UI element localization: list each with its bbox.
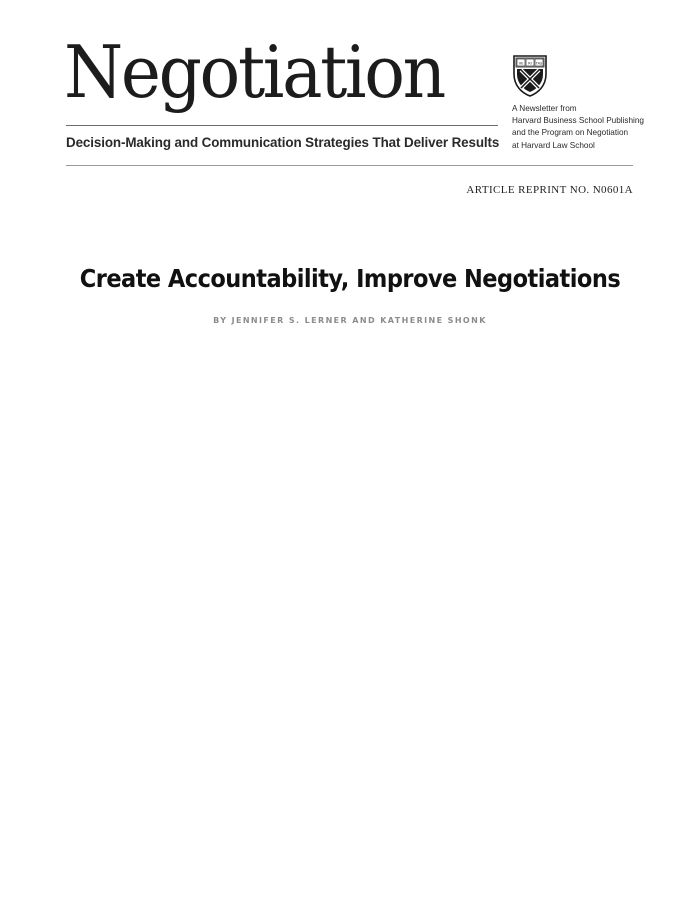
svg-text:TAS: TAS: [535, 61, 543, 66]
publisher-line: Harvard Business School Publishing: [512, 116, 644, 126]
svg-text:RI: RI: [528, 61, 532, 66]
article-byline: BY JENNIFER S. LERNER AND KATHERINE SHONK: [213, 316, 487, 325]
publisher-info: [512, 103, 644, 152]
publisher-line: and the Program on Negotiation: [512, 128, 629, 138]
reprint-number: ARTICLE REPRINT NO. N0601A: [466, 184, 633, 196]
masthead-divider: [66, 125, 498, 126]
header-divider: [66, 165, 633, 166]
masthead-title: Negotiation: [64, 30, 444, 114]
harvard-shield-logo: [512, 54, 548, 98]
publisher-line: at Harvard Law School: [512, 140, 595, 150]
masthead-tagline: Decision-Making and Communication Strategies That Deliver Results: [66, 135, 500, 150]
publisher-line: A Newsletter from: [512, 104, 577, 113]
svg-text:VE: VE: [518, 61, 524, 66]
article-title: Create Accountability, Improve Negotiations: [79, 264, 621, 293]
